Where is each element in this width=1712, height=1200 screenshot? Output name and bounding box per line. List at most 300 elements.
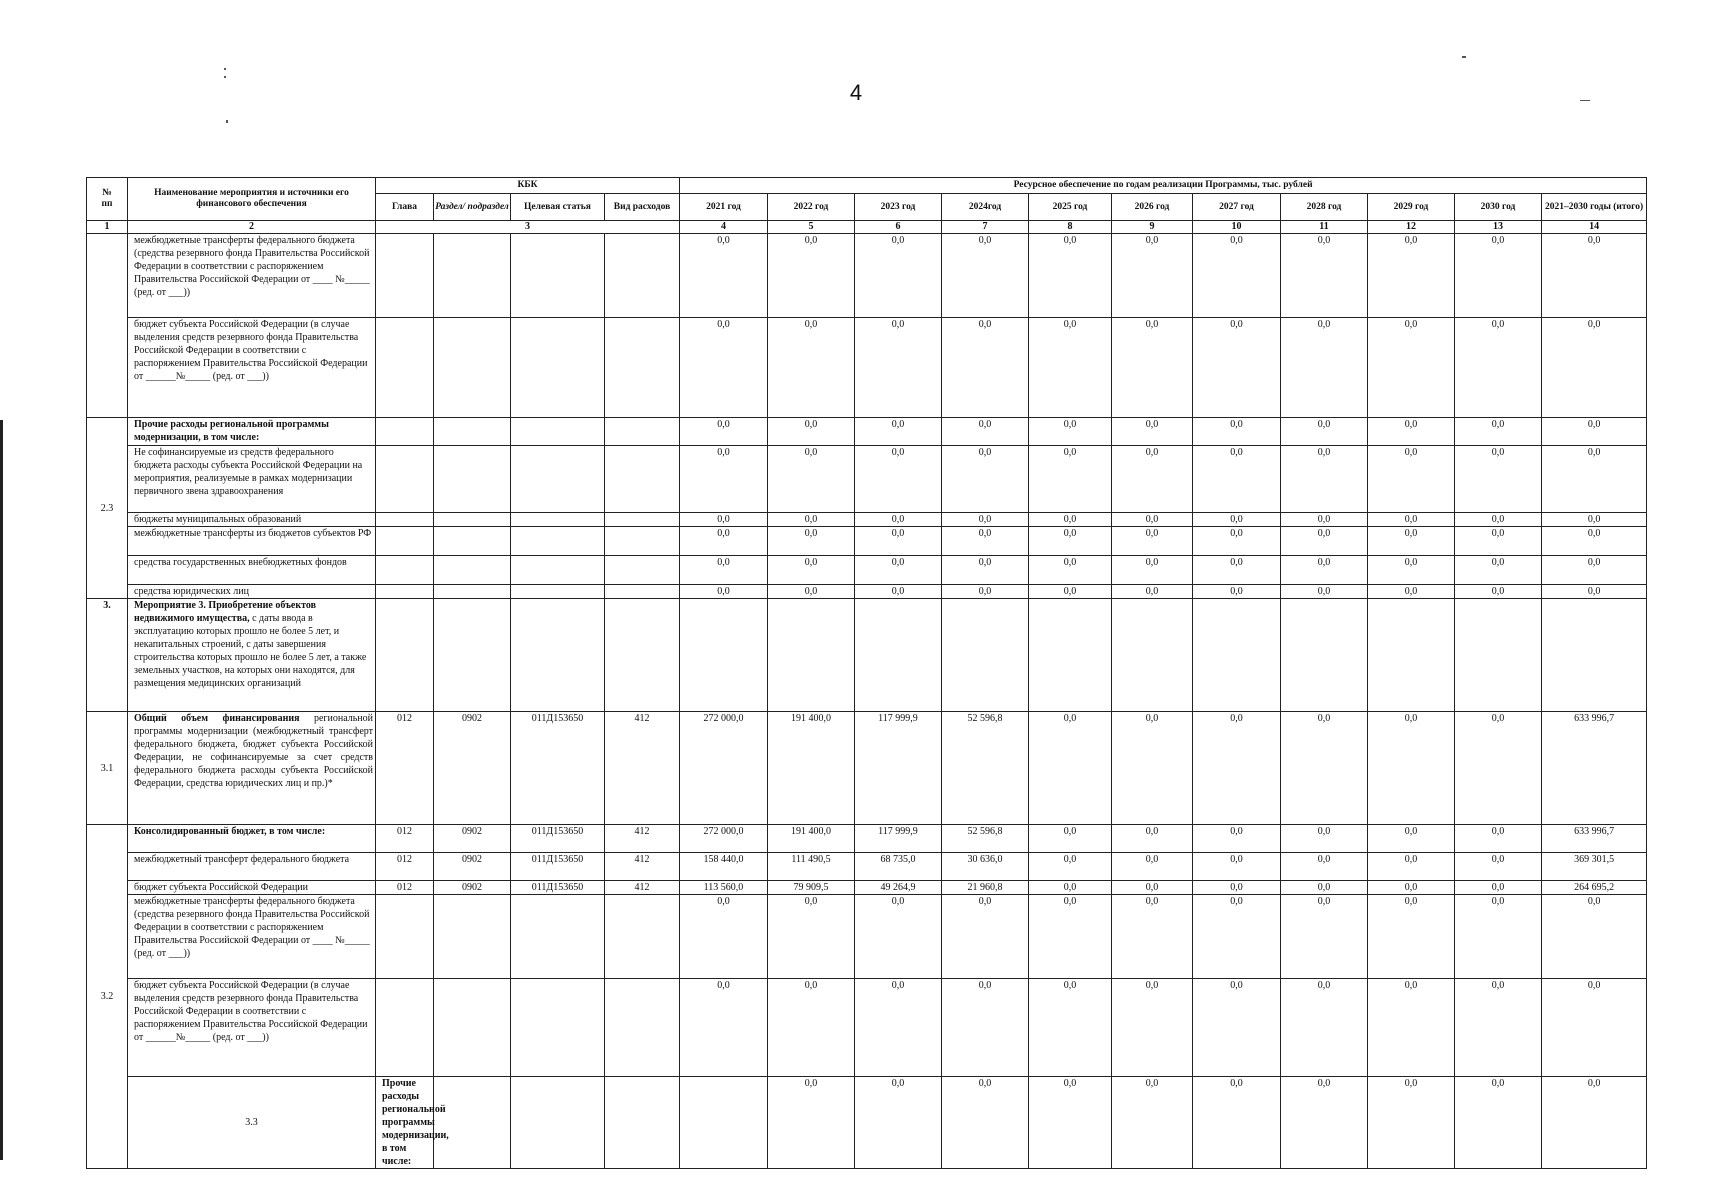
row-number-cell: 3.2 [87,825,128,1169]
kbk-cell: 011Д153650 [511,712,605,825]
index-cell: 2 [128,221,376,234]
value-cell: 0,0 [1281,881,1368,895]
value-cell: 0,0 [1368,513,1455,527]
kbk-cell: 412 [605,853,680,881]
value-cell: 0,0 [1368,585,1455,599]
scan-edge-line [0,420,3,1160]
value-cell: 0,0 [1542,318,1647,418]
index-cell: 6 [855,221,942,234]
value-cell: 49 264,9 [855,881,942,895]
value-cell: 0,0 [1029,418,1112,446]
kbk-col-header: Целевая статья [511,194,605,221]
value-cell: 0,0 [855,585,942,599]
index-cell: 14 [1542,221,1647,234]
year-col-header: 2026 год [1112,194,1193,221]
scan-speck [226,120,228,123]
row-name-text: региональной программы модернизации (межбюджетный трансферт федерального бюджета, бюджет субъекта Российской Федерации, не софинансируемые за счет средств федерального бюджета расходы субъекта Российской Федерации, средства юридических лиц и пр.)* [134,713,373,789]
value-cell: 0,0 [1542,234,1647,318]
value-cell: 79 909,5 [768,881,855,895]
kbk-cell [434,585,511,599]
row-number-cell: 3.3 [128,1077,376,1169]
value-cell [1542,599,1647,712]
kbk-header: КБК [376,178,680,194]
value-cell: 0,0 [942,527,1029,556]
value-cell: 0,0 [1368,825,1455,853]
value-cell: 0,0 [1542,895,1647,979]
table-row [87,599,1647,712]
value-cell: 0,0 [680,585,768,599]
kbk-cell: 0902 [434,853,511,881]
value-cell: 21 960,8 [942,881,1029,895]
value-cell: 158 440,0 [680,853,768,881]
value-cell: 0,0 [1193,825,1281,853]
value-cell [1455,599,1542,712]
row-name-cell: межбюджетный трансферт федерального бюджета [128,853,376,881]
table-row [87,712,1647,825]
index-cell: 13 [1455,221,1542,234]
kbk-cell [511,979,605,1077]
row-number-cell [87,234,128,418]
table-row [87,446,1647,513]
year-col-header: 2030 год [1455,194,1542,221]
value-cell: 0,0 [1368,881,1455,895]
row-number-cell: 2.3 [87,418,128,599]
value-cell: 0,0 [1455,712,1542,825]
year-col-header: 2022 год [768,194,855,221]
kbk-cell [605,527,680,556]
row-name-cell: межбюджетные трансферты федерального бюджета (средства резервного фонда Правительства Российской Федерации в соответствии с распоряжением Правительства Российской Федерации от ____ №_____ (ред. от ___)) [128,234,376,318]
kbk-cell [376,234,434,318]
value-cell: 0,0 [1455,853,1542,881]
row-name-cell: бюджеты муниципальных образований [128,513,376,527]
value-cell: 0,0 [1112,1077,1193,1169]
value-cell: 30 636,0 [942,853,1029,881]
page-number: 4 [849,80,863,105]
row-name-cell: средства юридических лиц [128,585,376,599]
value-cell: 0,0 [1193,318,1281,418]
value-cell [1112,599,1193,712]
value-cell: 0,0 [1112,446,1193,513]
value-cell: 0,0 [1029,825,1112,853]
value-cell: 0,0 [855,895,942,979]
value-cell: 0,0 [1455,527,1542,556]
row-name-cell: средства государственных внебюджетных фондов [128,556,376,585]
kbk-cell [511,585,605,599]
value-cell: 0,0 [942,418,1029,446]
kbk-cell [434,318,511,418]
value-cell: 0,0 [1112,853,1193,881]
scan-speck [224,68,226,70]
value-cell: 0,0 [1368,556,1455,585]
kbk-cell [605,446,680,513]
row-name-cell [128,712,376,825]
value-cell: 0,0 [680,513,768,527]
kbk-cell [605,599,680,712]
table-row [87,585,1647,599]
value-cell: 0,0 [855,318,942,418]
value-cell: 0,0 [768,234,855,318]
kbk-cell [434,599,511,712]
value-cell: 0,0 [1455,318,1542,418]
value-cell: 0,0 [1368,418,1455,446]
table-row [87,318,1647,418]
value-cell: 0,0 [1193,418,1281,446]
value-cell: 0,0 [1368,712,1455,825]
index-cell: 9 [1112,221,1193,234]
table-row [87,527,1647,556]
value-cell: 633 996,7 [1542,712,1647,825]
value-cell: 0,0 [1455,418,1542,446]
kbk-cell [511,599,605,712]
table-row [87,853,1647,881]
value-cell: 0,0 [1029,585,1112,599]
value-cell: 0,0 [1029,234,1112,318]
year-col-header: 2028 год [1281,194,1368,221]
value-cell: 0,0 [942,1077,1029,1169]
value-cell: 0,0 [1193,712,1281,825]
value-cell: 0,0 [768,585,855,599]
value-cell: 0,0 [1029,881,1112,895]
value-cell: 0,0 [1112,513,1193,527]
kbk-cell [376,318,434,418]
value-cell: 0,0 [942,234,1029,318]
index-cell: 12 [1368,221,1455,234]
kbk-cell [434,556,511,585]
year-col-header: 2029 год [1368,194,1455,221]
table-row [87,979,1647,1077]
value-cell: 0,0 [1368,853,1455,881]
kbk-cell [511,418,605,446]
value-cell: 633 996,7 [1542,825,1647,853]
value-cell: 0,0 [680,318,768,418]
row-name-cell: бюджет субъекта Российской Федерации [128,881,376,895]
value-cell: 0,0 [1281,418,1368,446]
kbk-cell [434,895,511,979]
value-cell: 0,0 [1281,556,1368,585]
kbk-cell: 011Д153650 [511,825,605,853]
kbk-cell: 012 [376,853,434,881]
row-number-cell: 3. [87,599,128,712]
year-col-header: 2027 год [1193,194,1281,221]
value-cell [768,599,855,712]
kbk-cell [511,513,605,527]
value-cell: 0,0 [1281,446,1368,513]
kbk-cell [680,1077,768,1169]
value-cell: 0,0 [855,234,942,318]
value-cell: 0,0 [1368,895,1455,979]
value-cell: 117 999,9 [855,825,942,853]
value-cell: 111 490,5 [768,853,855,881]
table-row [87,418,1647,446]
kbk-cell [605,556,680,585]
value-cell: 0,0 [1455,825,1542,853]
kbk-cell [376,979,434,1077]
row-name-cell: Прочие расходы региональной программы модернизации, в том числе: [128,418,376,446]
kbk-cell [376,895,434,979]
value-cell: 0,0 [1281,513,1368,527]
value-cell: 0,0 [768,979,855,1077]
value-cell: 0,0 [1029,556,1112,585]
value-cell: 0,0 [768,895,855,979]
value-cell: 0,0 [1368,979,1455,1077]
kbk-cell [376,599,434,712]
row-name-cell: Прочие расходы региональной программы модернизации, в том числе: [376,1077,434,1169]
value-cell: 0,0 [1281,318,1368,418]
kbk-cell: 012 [376,712,434,825]
col-name-header: Наименование мероприятия и источники его финансового обеспечения [128,178,376,221]
year-col-header: 2025 год [1029,194,1112,221]
value-cell: 0,0 [1029,712,1112,825]
value-cell: 0,0 [1455,556,1542,585]
value-cell: 0,0 [1368,527,1455,556]
value-cell: 0,0 [855,527,942,556]
value-cell: 0,0 [1542,446,1647,513]
value-cell [855,599,942,712]
scan-speck [224,76,226,78]
table-row [87,825,1647,853]
row-name-cell: бюджет субъекта Российской Федерации (в случае выделения средств резервного фонда Правительства Российской Федерации в соответствии с распоряжением Правительства Российской Федерации от ______№_____ (ред. от ___)) [128,979,376,1077]
year-col-header: 2021–2030 годы (итого) [1542,194,1647,221]
kbk-cell [376,446,434,513]
row-name-cell: межбюджетные трансферты из бюджетов субъектов РФ [128,527,376,556]
value-cell: 0,0 [1193,527,1281,556]
value-cell: 0,0 [680,446,768,513]
kbk-cell [511,527,605,556]
kbk-col-header: Раздел/ подраздел [434,194,511,221]
value-cell: 0,0 [1455,585,1542,599]
value-cell: 0,0 [942,979,1029,1077]
value-cell: 0,0 [1542,527,1647,556]
value-cell: 0,0 [1193,234,1281,318]
value-cell: 0,0 [1029,895,1112,979]
kbk-cell: 412 [605,712,680,825]
year-col-header: 2023 год [855,194,942,221]
index-cell: 5 [768,221,855,234]
index-cell: 4 [680,221,768,234]
kbk-cell [605,418,680,446]
value-cell: 0,0 [1112,234,1193,318]
kbk-cell [511,556,605,585]
scan-speck [1580,100,1590,101]
row-name-lead: Мероприятие 3. Приобретение объектов недвижимого имущества, [134,600,317,624]
kbk-cell [605,513,680,527]
value-cell: 0,0 [942,556,1029,585]
index-cell: 1 [87,221,128,234]
value-cell: 0,0 [1455,446,1542,513]
value-cell: 0,0 [1193,585,1281,599]
kbk-cell [605,895,680,979]
kbk-cell [376,556,434,585]
value-cell: 0,0 [768,418,855,446]
kbk-cell [605,318,680,418]
value-cell: 0,0 [1281,853,1368,881]
kbk-cell [511,1077,605,1169]
value-cell: 0,0 [1193,853,1281,881]
value-cell: 0,0 [1542,585,1647,599]
value-cell [1281,599,1368,712]
value-cell: 0,0 [942,895,1029,979]
kbk-cell [376,585,434,599]
value-cell: 0,0 [1368,1077,1455,1169]
value-cell: 0,0 [1193,881,1281,895]
value-cell: 0,0 [1193,979,1281,1077]
value-cell: 52 596,8 [942,712,1029,825]
value-cell: 0,0 [1193,895,1281,979]
kbk-cell [434,513,511,527]
value-cell: 0,0 [1281,234,1368,318]
value-cell: 0,0 [680,418,768,446]
value-cell: 0,0 [1112,318,1193,418]
index-cell: 10 [1193,221,1281,234]
value-cell: 0,0 [1193,1077,1281,1169]
value-cell: 0,0 [1193,556,1281,585]
resource-header: Ресурсное обеспечение по годам реализации Программы, тыс. рублей [680,178,1647,194]
kbk-cell: 412 [605,825,680,853]
value-cell: 0,0 [942,446,1029,513]
kbk-cell [511,234,605,318]
kbk-cell [376,527,434,556]
value-cell: 0,0 [1542,556,1647,585]
value-cell: 0,0 [768,446,855,513]
value-cell [1193,599,1281,712]
value-cell: 0,0 [1112,979,1193,1077]
kbk-cell [605,1077,680,1169]
value-cell: 0,0 [1193,513,1281,527]
value-cell: 0,0 [1029,513,1112,527]
row-name-cell: Не софинансируемые из средств федерального бюджета расходы субъекта Российской Федерации на мероприятия, реализуемые в рамках модернизации первичного звена здравоохранения [128,446,376,513]
row-number-cell: 3.1 [87,712,128,825]
column-index-row [87,221,1647,234]
kbk-cell [376,513,434,527]
year-col-header: 2024год [942,194,1029,221]
value-cell: 0,0 [1455,979,1542,1077]
value-cell: 0,0 [1029,527,1112,556]
value-cell: 0,0 [768,513,855,527]
value-cell: 0,0 [1112,556,1193,585]
value-cell: 0,0 [942,513,1029,527]
kbk-cell [605,585,680,599]
table-row [87,234,1647,318]
row-name-lead: Общий объем финансирования [134,713,300,724]
kbk-col-header: Глава [376,194,434,221]
kbk-cell [434,979,511,1077]
value-cell: 0,0 [768,1077,855,1169]
value-cell [680,599,768,712]
kbk-cell [511,318,605,418]
kbk-cell: 0902 [434,825,511,853]
value-cell: 0,0 [1281,825,1368,853]
value-cell: 264 695,2 [1542,881,1647,895]
value-cell: 0,0 [1281,527,1368,556]
index-cell: 8 [1029,221,1112,234]
value-cell: 113 560,0 [680,881,768,895]
row-name-cell [128,599,376,712]
index-cell: 7 [942,221,1029,234]
kbk-cell: 011Д153650 [511,881,605,895]
value-cell: 191 400,0 [768,825,855,853]
value-cell [1029,599,1112,712]
value-cell [942,599,1029,712]
value-cell: 0,0 [1112,895,1193,979]
value-cell: 0,0 [1455,513,1542,527]
kbk-cell [605,979,680,1077]
value-cell: 0,0 [680,556,768,585]
value-cell: 0,0 [942,318,1029,418]
value-cell: 0,0 [1029,1077,1112,1169]
value-cell: 0,0 [768,318,855,418]
value-cell: 0,0 [855,446,942,513]
value-cell: 0,0 [1542,979,1647,1077]
value-cell: 272 000,0 [680,825,768,853]
value-cell: 68 735,0 [855,853,942,881]
value-cell: 0,0 [855,979,942,1077]
value-cell: 117 999,9 [855,712,942,825]
value-cell: 0,0 [1281,895,1368,979]
value-cell: 0,0 [1281,1077,1368,1169]
value-cell: 0,0 [855,513,942,527]
value-cell: 0,0 [680,527,768,556]
kbk-cell: 012 [376,825,434,853]
value-cell: 0,0 [1455,234,1542,318]
table-row [87,1077,1647,1169]
table-row [87,513,1647,527]
kbk-cell: 0902 [434,881,511,895]
value-cell: 0,0 [1368,446,1455,513]
value-cell: 0,0 [1281,979,1368,1077]
value-cell: 0,0 [1029,979,1112,1077]
value-cell: 0,0 [942,585,1029,599]
row-name-cell: Консолидированный бюджет, в том числе: [128,825,376,853]
kbk-cell [511,895,605,979]
kbk-cell [376,418,434,446]
value-cell: 0,0 [1112,527,1193,556]
value-cell: 0,0 [768,527,855,556]
value-cell: 0,0 [855,418,942,446]
value-cell: 0,0 [1112,712,1193,825]
value-cell: 369 301,5 [1542,853,1647,881]
value-cell: 0,0 [768,556,855,585]
value-cell: 191 400,0 [768,712,855,825]
kbk-col-header: Вид расходов [605,194,680,221]
index-cell: 3 [376,221,680,234]
value-cell: 0,0 [1281,712,1368,825]
value-cell: 0,0 [1193,446,1281,513]
value-cell: 0,0 [680,234,768,318]
value-cell: 0,0 [1455,895,1542,979]
kbk-cell [511,446,605,513]
value-cell: 0,0 [1542,513,1647,527]
kbk-cell: 412 [605,881,680,895]
value-cell: 0,0 [1112,881,1193,895]
kbk-cell [434,234,511,318]
value-cell: 0,0 [1112,418,1193,446]
row-name-cell: бюджет субъекта Российской Федерации (в случае выделения средств резервного фонда Правительства Российской Федерации в соответствии с распоряжением Правительства Российской Федерации от ______№_____ (ред. от ___)) [128,318,376,418]
value-cell: 0,0 [855,556,942,585]
kbk-cell [434,1077,511,1169]
kbk-cell [434,527,511,556]
kbk-cell: 011Д153650 [511,853,605,881]
table-row [87,556,1647,585]
row-name-text: с даты ввода в эксплуатацию которых прошло не более 5 лет, и некапитальных строений, с даты завершения строительства которых прошло не более 5 лет, а также земельных участков, на которых они находятся, для размещения медицинских организаций [134,613,367,689]
value-cell: 0,0 [680,895,768,979]
value-cell: 0,0 [1112,825,1193,853]
value-cell: 0,0 [1029,853,1112,881]
kbk-cell: 0902 [434,712,511,825]
value-cell: 272 000,0 [680,712,768,825]
value-cell: 0,0 [1368,318,1455,418]
value-cell: 0,0 [1029,318,1112,418]
value-cell: 0,0 [1542,418,1647,446]
